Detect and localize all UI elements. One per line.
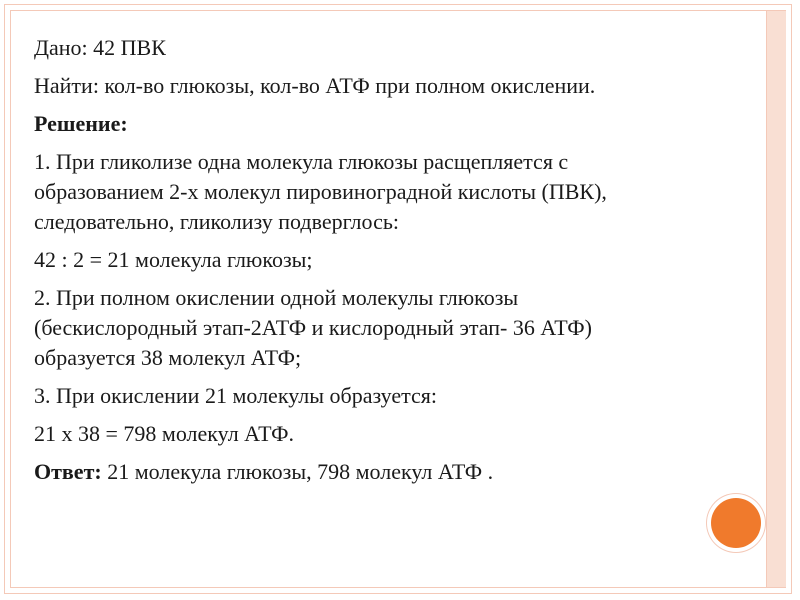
step-2-line-3: образуется 38 молекул АТФ; xyxy=(34,345,302,370)
step-2-line-2: (бескислородный этап-2АТФ и кислородный этап- 36 АТФ) xyxy=(34,315,592,340)
given-line: Дано: 42 ПВК xyxy=(34,35,166,60)
step-2 xyxy=(34,283,752,373)
step-3: 3. При окислении 21 молекулы образуется: xyxy=(34,383,438,408)
step-1-line-2: образованием 2-х молекул пировиноградной кислоты (ПВК), xyxy=(34,179,607,204)
answer-text: 21 молекула глюкозы, 798 молекул АТФ . xyxy=(101,459,494,484)
accent-circle xyxy=(711,498,761,548)
calc-2: 21 х 38 = 798 молекул АТФ. xyxy=(34,421,294,446)
slide-content xyxy=(34,33,752,487)
calc-1: 42 : 2 = 21 молекула глюкозы; xyxy=(34,247,313,272)
solution-heading: Решение: xyxy=(34,111,128,136)
step-1 xyxy=(34,147,752,237)
answer-label: Ответ: xyxy=(34,459,102,484)
find-line: Найти: кол-во глюкозы, кол-во АТФ при полном окислении. xyxy=(34,73,596,98)
step-1-line-3: следовательно, гликолизу подверглось: xyxy=(34,209,399,234)
answer-line xyxy=(34,457,752,487)
step-1-line-1: 1. При гликолизе одна молекула глюкозы расщепляется с xyxy=(34,149,569,174)
step-2-line-1: 2. При полном окислении одной молекулы глюкозы xyxy=(34,285,519,310)
slide-side-band xyxy=(766,11,786,587)
